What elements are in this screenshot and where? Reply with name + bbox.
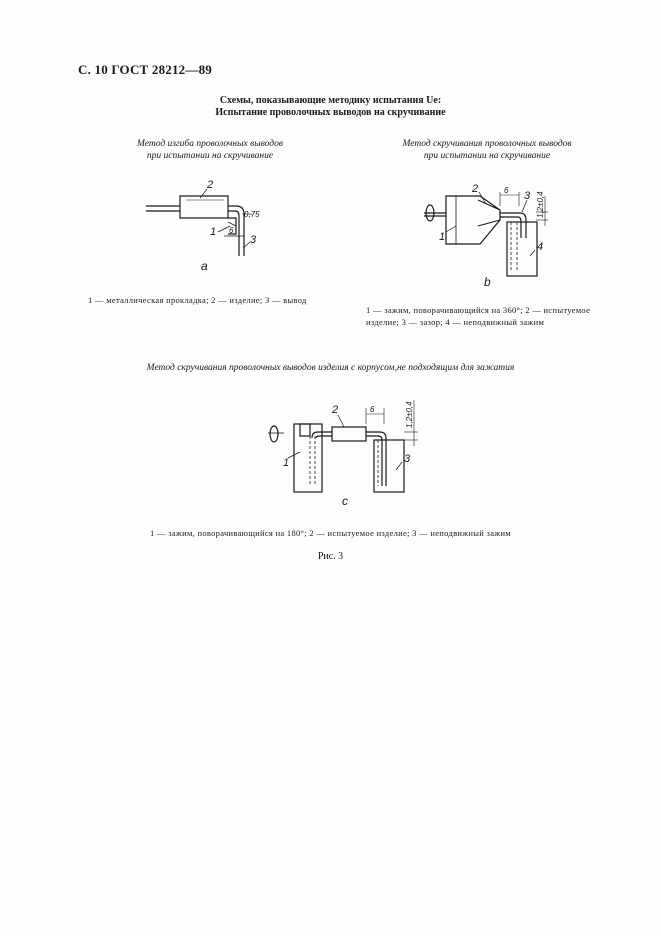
diagram-b-label-4: 4 <box>537 241 544 253</box>
diagram-c-label-6: 6 <box>370 405 375 414</box>
diagram-b-dimension: 1,2±0,4 <box>536 191 545 218</box>
diagram-c-legend: 1 — зажим, поворачивающийся на 180°; 2 — испытуемое изделие; 3 — неподвижный зажим <box>150 528 511 538</box>
section-title: Схемы, показывающие методику испытания Ue: <box>219 95 442 106</box>
diagram-b-label-1: 1 <box>439 231 446 243</box>
diagram-a-label-2: 2 <box>207 179 214 191</box>
diagram-a-label-6: 6 <box>229 226 234 235</box>
diagram-b-label-3: 3 <box>524 190 531 202</box>
diagram-b-caption-line1: Метод скручивания проволочных выводов <box>402 139 572 149</box>
diagram-a-caption-line1: Метод изгиба проволочных выводов <box>136 139 283 149</box>
diagram-a-letter: a <box>201 259 208 273</box>
diagram-a-caption-line2: при испытании на скручивание <box>146 151 274 161</box>
diagram-a-legend: 1 — металлическая прокладка; 2 — изделие; 3 — вывод <box>88 295 307 305</box>
diagram-a-label-1: 1 <box>210 226 217 238</box>
diagram-a-label-3: 3 <box>250 234 257 246</box>
diagram-c-label-1: 1 <box>283 457 290 469</box>
diagram-c-letter: c <box>342 494 348 508</box>
figure-label: Рис. 3 <box>317 551 344 562</box>
diagram-b-caption-line2: при испытании на скручивание <box>423 151 551 161</box>
diagram-b-letter: b <box>484 275 491 289</box>
diagram-c-label-3: 3 <box>404 453 411 465</box>
diagram-c-caption: Метод скручивания проволочных выводов изделия с корпусом,не подходящим для зажатия <box>146 363 515 373</box>
diagram-b-label-6: 6 <box>504 186 509 195</box>
diagram-c-label-2: 2 <box>332 404 339 416</box>
diagram-c-dimension: 1,2±0,4 <box>405 401 414 428</box>
diagram-b-legend-line1: 1 — зажим, поворачивающийся на 360°; 2 — испытуемое <box>366 305 591 315</box>
diagram-b-label-2: 2 <box>472 183 479 195</box>
diagram-a-dimension: 0,75 <box>244 210 260 219</box>
page-header: С. 10 ГОСТ 28212—89 <box>78 62 212 77</box>
diagram-b-legend-line2: изделие; 3 — зазор; 4 — неподвижный зажим <box>366 317 545 327</box>
section-subtitle: Испытание проволочных выводов на скручивание <box>215 107 446 118</box>
